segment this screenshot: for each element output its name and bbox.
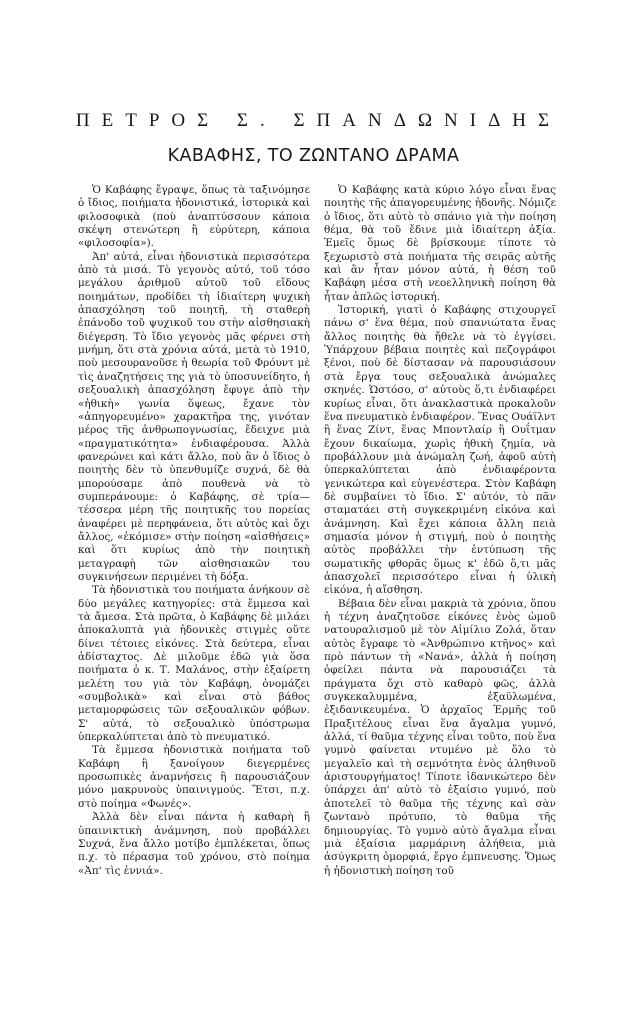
left-column: [78, 184, 310, 878]
paragraph: Ἀλλὰ δὲν εἶναι πάντα ἡ καθαρὴ ἢ ὑπαινικτικὴ ἀνάμνηση, ποὺ προβάλλει Συχνά, ἕνα ἄλλο μοτίβο ἐμπλέκεται, ὅπως π.χ. τὸ πέρασμα τοῦ χρόνου, στὸ ποίημα «Ἀπ' τὶς ἐννιά».: [78, 811, 310, 877]
paragraph: Ὁ Καβάφης κατὰ κύριο λόγο εἶναι ἕνας ποιητὴς τῆς ἀπαγορευμένης ἡδονῆς. Νόμιζε ὁ ἴδιος, ὅτι αὐτὸ τὸ σπάνιο γιὰ τὴν ποίηση θέμα, θὰ τοῦ ἔδινε μιὰ ἰδιαίτερη ἀξία. Ἐμεῖς ὅμως δὲ βρίσκουμε τίποτε τὸ ξεχωριστὸ στὰ ποιήματα τῆς σειρᾶς αὐτῆς καὶ ἂν ἦταν μόνον αὐτά, ἡ θέση τοῦ Καβάφη μέσα στὴ νεοελληνικὴ ποίηση θὰ ἦταν ἁπλῶς ἱστορική.: [324, 184, 556, 303]
paragraph: Ἀπ' αὐτά, εἶναι ἡδονιστικὰ περισσότερα ἀπὸ τὰ μισά. Τὸ γεγονὸς αὐτό, τοῦ τόσο μεγάλου ἀριθμοῦ αὐτοῦ τοῦ εἴδους ποιημάτων, προδίδει τὴ ἰδιαίτερη ψυχικὴ ἀπασχόληση τοῦ ποιητῆ, τὴ σταθερὴ ἐπάνοδο τοῦ ψυχικοῦ του στὴν αἰσθησιακὴ διέγερση. Τὸ ἴδιο γεγονὸς μᾶς φέρνει στὴ μνήμη, ὅτι στὰ χρόνια αὐτά, μετὰ τὸ 1910, ποὺ μεσουρανοῦσε ἡ θεωρία τοῦ Φρόυντ μὲ τὶς ἀναζητήσεις της γιὰ τὸ ὑποσυνείδητο, ἡ σεξουαλικὴ ἀπασχόληση ἔφυγε ἀπὸ τὴν «ἠθικὴ» γωνία ὅψεως, ἔχανε τὸν «ἀπηγορευμένο» χαρακτῆρα της, γινόταν μέρος τῆς ἀνθρωπογνωσίας, ἔδειχνε μιὰ «πραγματικότητα» ἐνδιαφέρουσα. Ἀλλὰ φανερώνει καὶ κάτι ἄλλο, ποὺ ἂν ὁ ἴδιος ὁ ποιητὴς δὲν τὸ ὑπενθυμίζε συχνά, δὲ θὰ μπορούσαμε ἀπὸ πουθενὰ νὰ τὸ συμπεράνουμε: ὁ Καβάφης, σὲ τρία—τέσσερα μέρη τῆς ποιητικῆς του πορείας ἀναφέρει μὲ περηφάνεια, ὅτι αὐτὸς καὶ ὄχι ἄλλος, «ἐκόμισε» στὴν ποίηση «αἰσθήσεις» καὶ ὅτι κυρίως ἀπὸ τὴν ποιητικὴ μεταγραφὴ τῶν αἰσθησιακῶν του συγκινήσεων περιμένει τὴ δόξα.: [78, 250, 310, 583]
paragraph: Τὰ ἔμμεσα ἡδονιστικὰ ποιήματα τοῦ Καβάφη ἢ ξανοίγουν διεγερμένες προσωπικὲς ἀναμνήσεις ἢ παρουσιάζουν μόνο μακρυνοὺς ὑπαινιγμούς. Ἔτσι, π.χ. στὸ ποίημα «Φωνές».: [78, 744, 310, 810]
paragraph: Τὰ ἡδονιστικὰ του ποιήματα ἀνήκουν σὲ δύο μεγάλες κατηγορίες: στὰ ἔμμεσα καὶ τὰ ἄμεσα. Στὰ πρῶτα, ὁ Καβάφης δὲ μιλάει ἀποκαλυπτὰ γιὰ ἡδονικὲς στιγμὲς οὔτε δίνει τέτοιες εἰκόνες. Στὰ δεύτερα, εἶναι ἀδίσταχτος. Δὲ μιλοῦμε ἐδῶ γιὰ ὅσα ποιήματα ὁ κ. Τ. Μαλάνος, στὴν ἐξαίρετη μελέτη του γιὰ τὸν Καβάφη, ὀνομάζει «συμβολικὰ» καὶ εἶναι στὸ βάθος μεταμορφώσεις τῶν σεξουαλικῶν φόβων. Σ' αὐτά, τὸ σεξουαλικὸ ὑπόστρωμα ὑπερκαλύπτεται ἀπὸ τὸ πνευματικό.: [78, 584, 310, 744]
article-title: ΚΑΒΑΦΗΣ, ΤΟ ΖΩΝΤΑΝΟ ΔΡΑΜΑ: [167, 146, 460, 166]
author-name: ΠΕΤΡΟΣ Σ. ΣΠΑΝΔΩΝΙΔΗΣ: [75, 110, 562, 131]
paragraph: Ὁ Καβάφης ἔγραψε, ὅπως τὰ ταξινόμησε ὁ ἴδιος, ποιήματα ἡδονιστικά, ἱστορικὰ καὶ φιλοσοφικὰ (ποὺ ἀναπτύσσουν κάποια σκέψη στενώτερη ἢ εὐρύτερη, κάποια «φιλοσοφία»).: [78, 184, 310, 250]
paragraph: Βέβαια δὲν εἶναι μακριὰ τὰ χρόνια, ὅπου ἡ τέχνη ἀναζητοῦσε εἰκόνες ἑνὸς ὠμοῦ νατουραλισμοῦ μὲ τὸν Αἰμίλιο Ζολά, ὅταν αὐτὸς ἔγραφε τὸ «Ἀνθρώπινο κτῆνος» καὶ πρὸ πάντων τὴ «Νανά», ἀλλὰ ἡ ποίηση ὀφείλει πάντα νὰ παρουσιάζει τὰ πράγματα ὄχι στὸ καθαρὸ φῶς, ἀλλὰ συγκεκαλυμμένα, ἐξαϋλωμένα, ἐξιδανικευμένα. Ὁ ἀρχαῖος Ἑρμῆς τοῦ Πραξιτέλους εἶναι ἕνα ἄγαλμα γυμνό, ἀλλά, τί θαῦμα τέχνης εἶναι τοῦτο, ποὺ ἕνα γυμνὸ φαίνεται ντυμένο μὲ ὅλο τὸ μεγαλεῖο καὶ τὴ σεμνότητα ἑνὸς ἀληθινοῦ ἀριστουργήματος! Τίποτε ἰδανικώτερο δὲν ὑπάρχει ἀπ' αὐτὸ τὸ ἐξαίσιο γυμνό, ποὺ ἀποτελεῖ τὸ θαῦμα τῆς τέχνης καὶ σὰν ζωντανὸ πρότυπο, τὸ θαῦμα τῆς δημιουργίας. Τὸ γυμνὸ αὐτὸ ἄγαλμα εἶναι μιὰ ἐξαίσια μαρμάρινη ἀλήθεια, μιὰ ἀσύγκριτη ὁμορφιά, ἔργο ἐμπνευσης. Ὅμως ἡ ἡδονιστικὴ ποίηση τοῦ: [324, 597, 556, 877]
right-column: [324, 184, 556, 878]
paragraph: Ἱστορική, γιατὶ ὁ Καβάφης στιχουργεῖ πάνω σ' ἕνα θέμα, ποὺ σπανιώτατα ἕνας ἄλλος ποιητὴς θὰ ἤθελε νὰ τὸ ἐγγίσει. Ὑπάρχουν βέβαια ποιητὲς καὶ πεζογράφοι ξένοι, ποὺ δὲ δίστασαν νὰ παρουσιάσουν στὰ ἔργα τους σεξουαλικὰ ἀνώμαλες σκηνές. Ὡστόσο, σ' αὐτοὺς ὅ,τι ἐνδιαφέρει κυρίως εἶναι, ὅτι ἀνακλαστικὰ προκαλοῦν ἕνα πνευματικὸ ἐνδιαφέρον. Ἕνας Ουάϊλντ ἢ ἕνας Ζίντ, ἕνας Μποντλαίρ ἢ Ουΐτμαν ἔχουν δικαίωμα, χωρὶς ἠθικὴ ζημία, νὰ προβάλλουν μιὰ ἀνώμαλη ζωή, ἀφοῦ αὐτὴ ὑπερκαλύπτεται ἀπὸ ἐνδιαφέροντα γενικώτερα καὶ εὐγενέστερα. Στὸν Καβάφη δὲ συμβαίνει τὸ ἴδιο. Σ' αὐτόν, τὸ πᾶν σταματάει στὴ συγκεκριμένη εἰκόνα καὶ ἀνάμνηση. Καὶ ἔχει κάποια ἄλλη πειὰ σημασία μόνον ἡ στιγμή, ποὺ ὁ ποιητὴς αὐτὸς προβάλλει τὴν ἐντύπωση τῆς σωματικῆς φθορᾶς ὅμως κ' ἐδῶ ὅ,τι μᾶς ἀπασχολεῖ περισσότερο εἶναι ἡ ὑλικὴ εἰκόνα, ἡ αἴσθηση.: [324, 304, 556, 597]
